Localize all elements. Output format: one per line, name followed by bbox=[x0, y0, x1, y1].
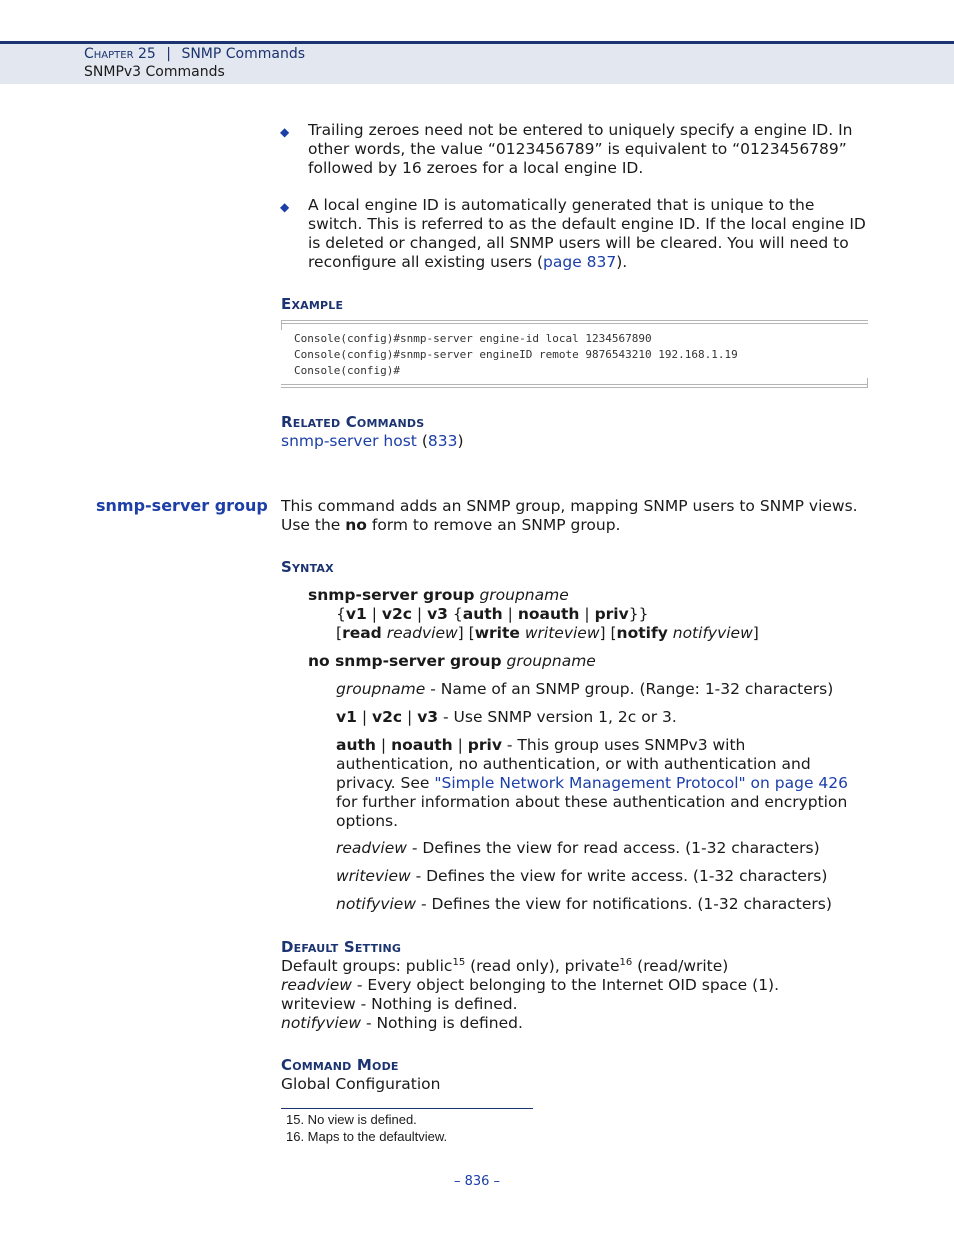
bullet-diamond-icon: ◆ bbox=[280, 200, 290, 214]
snmp-protocol-link[interactable]: "Simple Network Management Protocol" on page 426 bbox=[434, 774, 849, 792]
code-line: Console(config)# bbox=[294, 364, 400, 377]
related-commands-heading: Related Commands bbox=[281, 413, 425, 431]
param-version bbox=[336, 708, 677, 726]
code-line: Console(config)#snmp-server engine-id local 1234567890 bbox=[294, 332, 652, 345]
command-description bbox=[281, 497, 871, 535]
param-desc: - This group uses SNMPv3 with authentication, no authentication, or with authentication and privacy. See bbox=[336, 736, 811, 792]
footnote-16: 16. Maps to the defaultview. bbox=[286, 1129, 448, 1144]
param-desc: - Defines the view for write access. (1-32 characters) bbox=[410, 867, 828, 885]
syntax-cmd: snmp-server group bbox=[308, 586, 475, 604]
kw-write: write bbox=[474, 624, 520, 642]
syntax-no-cmd: no snmp-server group bbox=[308, 652, 502, 670]
arg-notifyview: notifyview bbox=[672, 624, 753, 642]
page-number: – 836 – bbox=[453, 1174, 501, 1189]
default-groups-line bbox=[281, 957, 728, 975]
kw-v3: v3 bbox=[417, 708, 439, 726]
command-mode-value: Global Configuration bbox=[281, 1075, 441, 1093]
bullet-text: A local engine ID is automatically generated that is unique to the switch. This is referred to as the default engine ID. If the local engine ID is deleted or changed, all SNMP users will be cleared. You will need to reconfigure all existing users ( bbox=[308, 196, 866, 271]
default-desc: - Every object belonging to the Internet OID space (1). bbox=[351, 976, 780, 994]
footnote-ref-15[interactable]: 15 bbox=[452, 957, 466, 968]
default-readview-line bbox=[281, 976, 779, 994]
kw-v2c: v2c bbox=[372, 708, 403, 726]
kw-notify: notify bbox=[616, 624, 668, 642]
bullet-text-1: Trailing zeroes need not be entered to uniquely specify a engine ID. In other words, the value “0123456789” is equivalent to “0123456789” followed by 16 zeroes for a local engine ID. bbox=[308, 121, 853, 177]
param-writeview bbox=[336, 867, 827, 885]
default-setting-heading: Default Setting bbox=[281, 938, 402, 956]
kw-read: read bbox=[342, 624, 382, 642]
chapter-label: Chapter 25 bbox=[84, 46, 156, 62]
code-box-corner bbox=[863, 378, 868, 388]
default-text: (read only), private bbox=[465, 957, 620, 975]
page-833-link[interactable]: 833 bbox=[427, 432, 458, 450]
param-term: readview bbox=[336, 839, 407, 857]
sep: | bbox=[371, 605, 377, 623]
desc-text-end: form to remove an SNMP group. bbox=[366, 516, 621, 534]
brace: { bbox=[452, 605, 463, 623]
param-groupname bbox=[336, 680, 833, 698]
code-example bbox=[281, 320, 868, 388]
kw-priv: priv bbox=[467, 736, 502, 754]
param-desc: - Defines the view for notifications. (1-32 characters) bbox=[416, 895, 832, 913]
snmp-server-host-link[interactable]: snmp-server host bbox=[281, 432, 417, 450]
paren: ( bbox=[421, 432, 428, 450]
sep: | bbox=[416, 605, 423, 623]
default-desc: - Nothing is defined. bbox=[361, 1014, 523, 1032]
header-separator: | bbox=[166, 46, 171, 62]
param-notifyview bbox=[336, 895, 832, 913]
kw-auth: auth bbox=[462, 605, 503, 623]
kw-noauth: noauth bbox=[391, 736, 453, 754]
param-desc-end: for further information about these authentication and encryption options. bbox=[336, 793, 848, 830]
arg-readview: readview bbox=[386, 624, 458, 642]
syntax-arg: groupname bbox=[506, 652, 596, 670]
sep: | bbox=[407, 708, 413, 726]
default-text: Default groups: public bbox=[281, 957, 453, 975]
param-desc: - Use SNMP version 1, 2c or 3. bbox=[438, 708, 677, 726]
default-text: (read/write) bbox=[632, 957, 729, 975]
default-writeview-line: writeview - Nothing is defined. bbox=[281, 995, 518, 1013]
chapter-line bbox=[84, 46, 305, 62]
param-term: writeview bbox=[336, 867, 411, 885]
arg-writeview: writeview bbox=[524, 624, 600, 642]
param-term: groupname bbox=[336, 680, 426, 698]
param-desc: - Defines the view for read access. (1-32 characters) bbox=[406, 839, 820, 857]
syntax-line-1 bbox=[308, 586, 569, 604]
example-heading: Example bbox=[281, 295, 344, 313]
kw-noauth: noauth bbox=[517, 605, 580, 623]
syntax-heading: Syntax bbox=[281, 558, 334, 576]
footnote-15: 15. No view is defined. bbox=[286, 1112, 417, 1127]
brace: { bbox=[336, 605, 346, 623]
sep: | bbox=[380, 736, 387, 754]
related-commands-line bbox=[281, 432, 464, 450]
code-box-corner bbox=[281, 320, 286, 330]
sep: | bbox=[361, 708, 368, 726]
syntax-line-2 bbox=[336, 605, 648, 623]
chapter-title: SNMP Commands bbox=[181, 46, 306, 62]
kw-auth: auth bbox=[336, 736, 376, 754]
syntax-arg: groupname bbox=[479, 586, 569, 604]
page-header bbox=[0, 41, 954, 84]
desc-text: This command adds an SNMP group, mapping SNMP users to SNMP views. Use the bbox=[281, 497, 858, 534]
section-subtitle: SNMPv3 Commands bbox=[84, 64, 225, 80]
kw-v3: v3 bbox=[427, 605, 448, 623]
footnote-rule bbox=[281, 1108, 533, 1109]
kw-priv: priv bbox=[594, 605, 629, 623]
syntax-line-3: [read readview] [write writeview] [notify notifyview] bbox=[336, 624, 759, 642]
code-line: Console(config)#snmp-server engineID remote 9876543210 192.168.1.19 bbox=[294, 348, 738, 361]
param-auth bbox=[336, 736, 866, 831]
kw-v2c: v2c bbox=[381, 605, 412, 623]
paren: ) bbox=[457, 432, 464, 450]
param-readview bbox=[336, 839, 820, 857]
param-desc: - Name of an SNMP group. (Range: 1-32 characters) bbox=[425, 680, 834, 698]
brace: }} bbox=[628, 605, 649, 623]
kw-v1: v1 bbox=[336, 708, 357, 726]
param-term: notifyview bbox=[336, 895, 417, 913]
default-term: notifyview bbox=[281, 1014, 362, 1032]
kw-v1: v1 bbox=[345, 605, 367, 623]
syntax-no-line bbox=[308, 652, 596, 670]
sep: | bbox=[584, 605, 590, 623]
bullet-text-2 bbox=[308, 196, 868, 272]
page-837-link[interactable]: page 837 bbox=[543, 253, 617, 271]
sep: | bbox=[457, 736, 463, 754]
command-title: snmp-server group bbox=[96, 496, 268, 515]
desc-bold: no bbox=[345, 516, 367, 534]
default-notifyview-line bbox=[281, 1014, 523, 1032]
bullet-diamond-icon: ◆ bbox=[280, 125, 290, 139]
sep: | bbox=[507, 605, 513, 623]
bullet-text-end: ). bbox=[616, 253, 628, 271]
default-term: readview bbox=[281, 976, 352, 994]
footnote-ref-16[interactable]: 16 bbox=[619, 957, 633, 968]
command-mode-heading: Command Mode bbox=[281, 1056, 399, 1074]
